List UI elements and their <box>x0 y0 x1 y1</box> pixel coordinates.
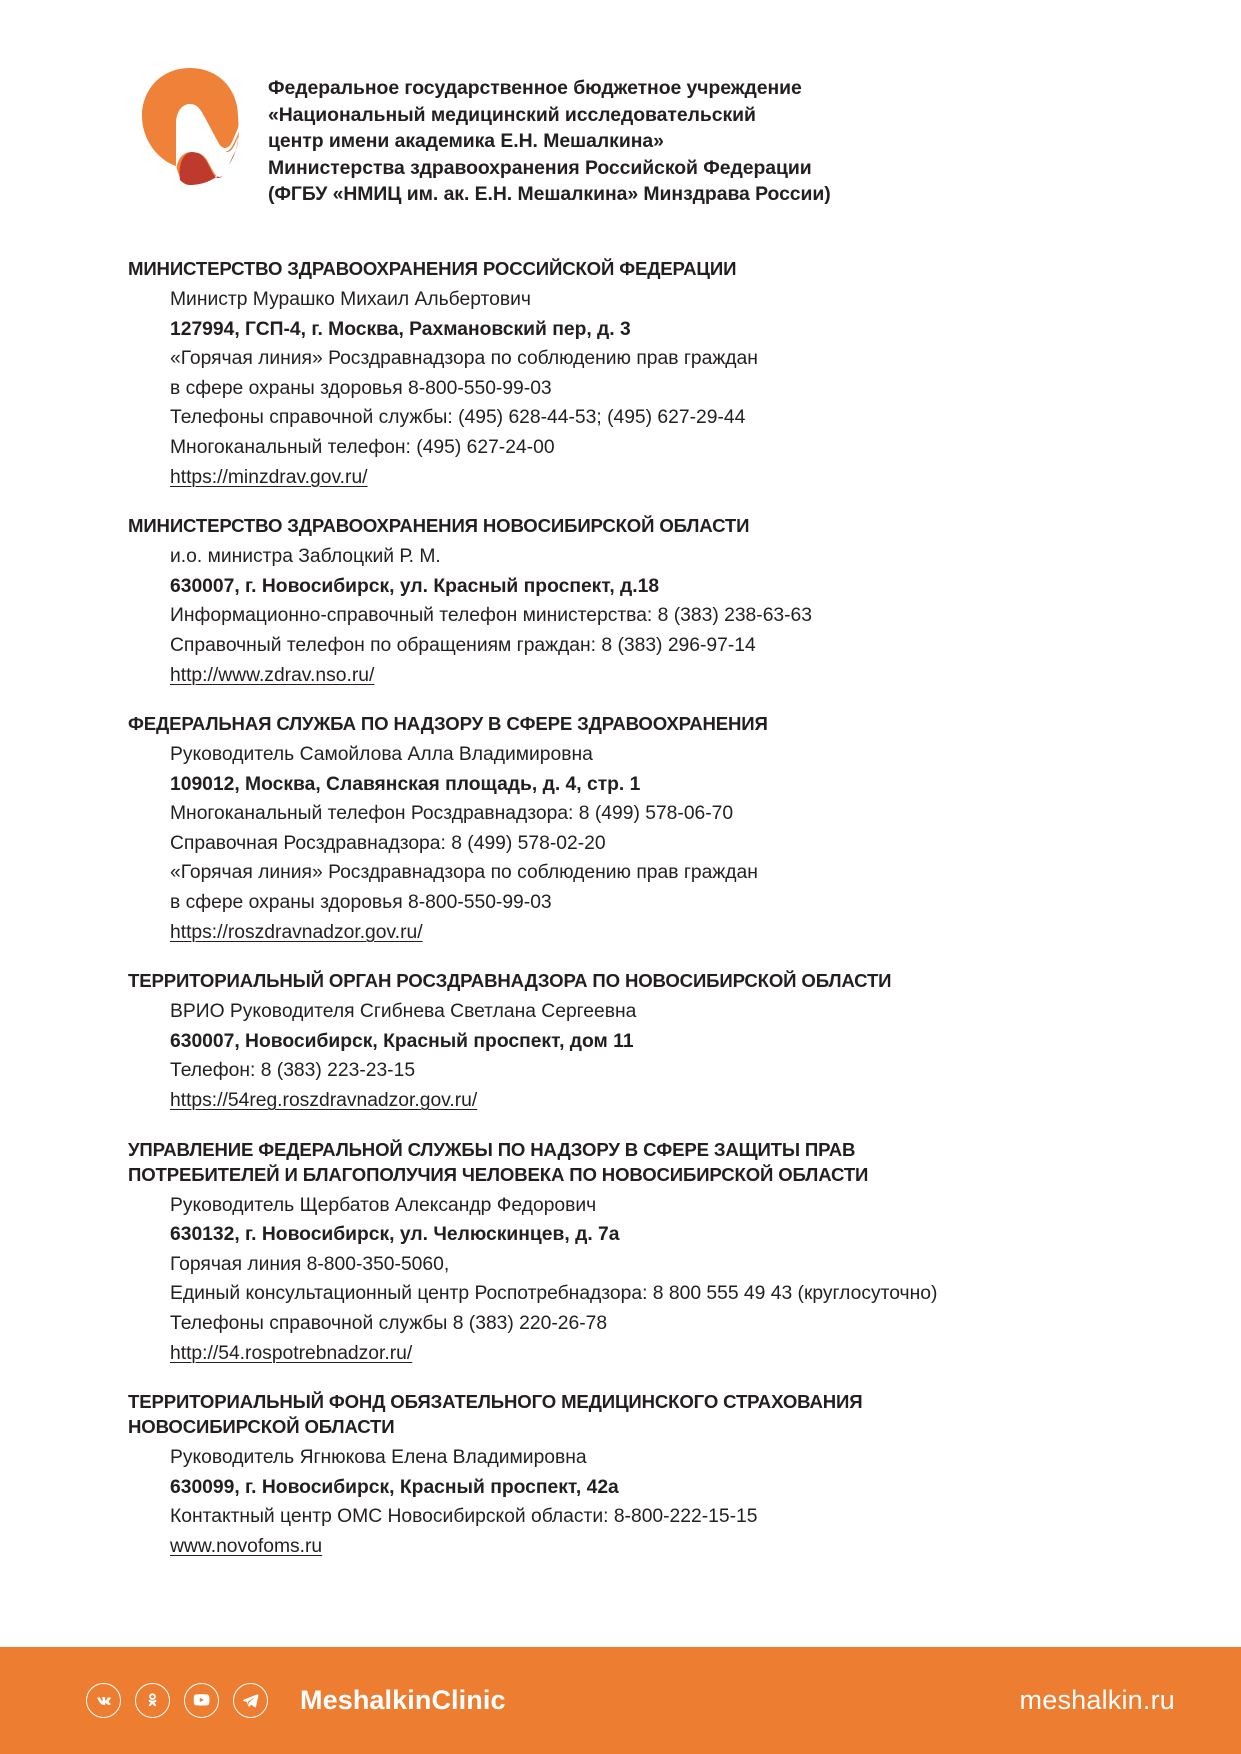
org-title-line-1: Федеральное государственное бюджетное учреждение <box>268 77 802 99</box>
contact-section-rospotrebnadzor <box>128 1137 1241 1369</box>
contact-website-link[interactable]: www.novofoms.ru <box>170 1535 323 1557</box>
contact-address: 630007, Новосибирск, Красный проспект, дом 11 <box>170 1030 634 1052</box>
org-title-line-2: «Национальный медицинский исследовательский <box>268 103 756 126</box>
contact-line: Руководитель Самойлова Алла Владимировна <box>170 744 593 766</box>
contact-line: ВРИО Руководителя Сгибнева Светлана Сергеевна <box>170 1001 637 1023</box>
section-title: ТЕРРИТОРИАЛЬНЫЙ ФОНД ОБЯЗАТЕЛЬНОГО МЕДИЦИНСКОГО СТРАХОВАНИЯ <box>128 1391 863 1413</box>
contact-address: 630099, г. Новосибирск, Красный проспект, 42а <box>170 1476 619 1498</box>
contact-line: в сфере охраны здоровья 8-800-550-99-03 <box>170 377 552 399</box>
contact-section-minzdrav-rf <box>128 256 1241 492</box>
contact-line: Многоканальный телефон Росздравнадзора: 8 (499) 578-06-70 <box>170 803 734 825</box>
contact-website-link[interactable]: https://minzdrav.gov.ru/ <box>170 466 368 488</box>
document-header <box>0 0 1241 208</box>
footer-website[interactable]: meshalkin.ru <box>1019 1685 1175 1715</box>
contact-address: 127994, ГСП-4, г. Москва, Рахмановский пер, д. 3 <box>170 318 631 340</box>
org-title-line-4: Министерства здравоохранения Российской Федерации <box>268 156 812 179</box>
contact-line: Справочная Росздравнадзора: 8 (499) 578-02-20 <box>170 832 606 854</box>
contact-line: Контактный центр ОМС Новосибирской области: 8-800-222-15-15 <box>170 1506 758 1528</box>
contact-line: Телефон: 8 (383) 223-23-15 <box>170 1060 416 1082</box>
section-title: ФЕДЕРАЛЬНАЯ СЛУЖБА ПО НАДЗОРУ В СФЕРЕ ЗДРАВООХРАНЕНИЯ <box>128 713 768 735</box>
contact-line: Информационно-справочный телефон министерства: 8 (383) 238-63-63 <box>170 605 813 627</box>
contact-line: Телефоны справочной службы: (495) 628-44-53; (495) 627-29-44 <box>170 407 746 429</box>
contact-line: Министр Мурашко Михаил Альбертович <box>170 288 531 310</box>
footer-social-group <box>86 1683 506 1718</box>
org-title-line-3: центр имени академика Е.Н. Мешалкина» <box>268 130 664 153</box>
contact-section-tfoms <box>128 1389 1241 1561</box>
section-body <box>128 538 1241 690</box>
contact-line: Единый консультационный центр Роспотребнадзора: 8 800 555 49 43 (круглосуточно) <box>170 1283 938 1305</box>
contact-line: «Горячая линия» Росздравнадзора по соблюдению прав граждан <box>170 348 758 370</box>
section-title-line-2: НОВОСИБИРСКОЙ ОБЛАСТИ <box>128 1416 395 1438</box>
youtube-icon[interactable] <box>184 1683 219 1718</box>
odnoklassniki-icon[interactable] <box>135 1683 170 1718</box>
contact-line: и.о. министра Заблоцкий Р. М. <box>170 546 441 568</box>
contact-line: Руководитель Ягнюкова Елена Владимировна <box>170 1447 587 1469</box>
section-title-line-2: ПОТРЕБИТЕЛЕЙ И БЛАГОПОЛУЧИЯ ЧЕЛОВЕКА ПО НОВОСИБИРСКОЙ ОБЛАСТИ <box>128 1163 869 1185</box>
section-title: МИНИСТЕРСТВО ЗДРАВООХРАНЕНИЯ НОВОСИБИРСКОЙ ОБЛАСТИ <box>128 515 750 537</box>
contact-line: «Горячая линия» Росздравнадзора по соблюдению прав граждан <box>170 862 758 884</box>
contact-website-link[interactable]: https://54reg.roszdravnadzor.gov.ru/ <box>170 1090 478 1112</box>
section-body <box>128 1187 1241 1369</box>
organization-title <box>268 62 831 208</box>
contact-address: 630132, г. Новосибирск, ул. Челюскинцев, д. 7а <box>170 1224 620 1246</box>
contact-line: Многоканальный телефон: (495) 627-24-00 <box>170 436 555 458</box>
contact-address: 630007, г. Новосибирск, ул. Красный проспект, д.18 <box>170 575 660 597</box>
section-body <box>128 736 1241 947</box>
contact-website-link[interactable]: http://www.zdrav.nso.ru/ <box>170 664 375 686</box>
contact-website-link[interactable]: https://roszdravnadzor.gov.ru/ <box>170 921 423 943</box>
contact-section-roszdravnadzor-nso <box>128 968 1241 1115</box>
section-title: УПРАВЛЕНИЕ ФЕДЕРАЛЬНОЙ СЛУЖБЫ ПО НАДЗОРУ В СФЕРЕ ЗАЩИТЫ ПРАВ <box>128 1138 856 1160</box>
contact-line: в сфере охраны здоровья 8-800-550-99-03 <box>170 892 552 914</box>
section-title: МИНИСТЕРСТВО ЗДРАВООХРАНЕНИЯ РОССИЙСКОЙ ФЕДЕРАЦИИ <box>128 257 737 279</box>
contact-section-minzdrav-nso <box>128 513 1241 690</box>
telegram-icon[interactable] <box>233 1683 268 1718</box>
page-footer <box>0 1647 1241 1754</box>
vk-icon[interactable] <box>86 1683 121 1718</box>
contact-line: Руководитель Щербатов Александр Федорович <box>170 1194 597 1216</box>
contact-section-roszdravnadzor <box>128 711 1241 947</box>
contact-line: Телефоны справочной службы 8 (383) 220-26-78 <box>170 1313 608 1334</box>
org-title-line-5: (ФГБУ «НМИЦ им. ак. Е.Н. Мешалкина» Минздрава России) <box>268 183 831 206</box>
section-body <box>128 1439 1241 1561</box>
section-body <box>128 281 1241 492</box>
contact-line: Горячая линия 8-800-350-5060, <box>170 1253 450 1275</box>
meshalkin-m-logo-icon <box>136 62 244 190</box>
section-title: ТЕРРИТОРИАЛЬНЫЙ ОРГАН РОСЗДРАВНАДЗОРА ПО НОВОСИБИРСКОЙ ОБЛАСТИ <box>128 970 892 992</box>
contacts-list <box>0 208 1241 1754</box>
contact-address: 109012, Москва, Славянская площадь, д. 4, стр. 1 <box>170 773 641 795</box>
footer-brand: MeshalkinClinic <box>300 1685 506 1715</box>
contact-website-link[interactable]: http://54.rospotrebnadzor.ru/ <box>170 1342 413 1364</box>
contact-line: Справочный телефон по обращениям граждан: 8 (383) 296-97-14 <box>170 634 756 656</box>
section-body <box>128 993 1241 1115</box>
